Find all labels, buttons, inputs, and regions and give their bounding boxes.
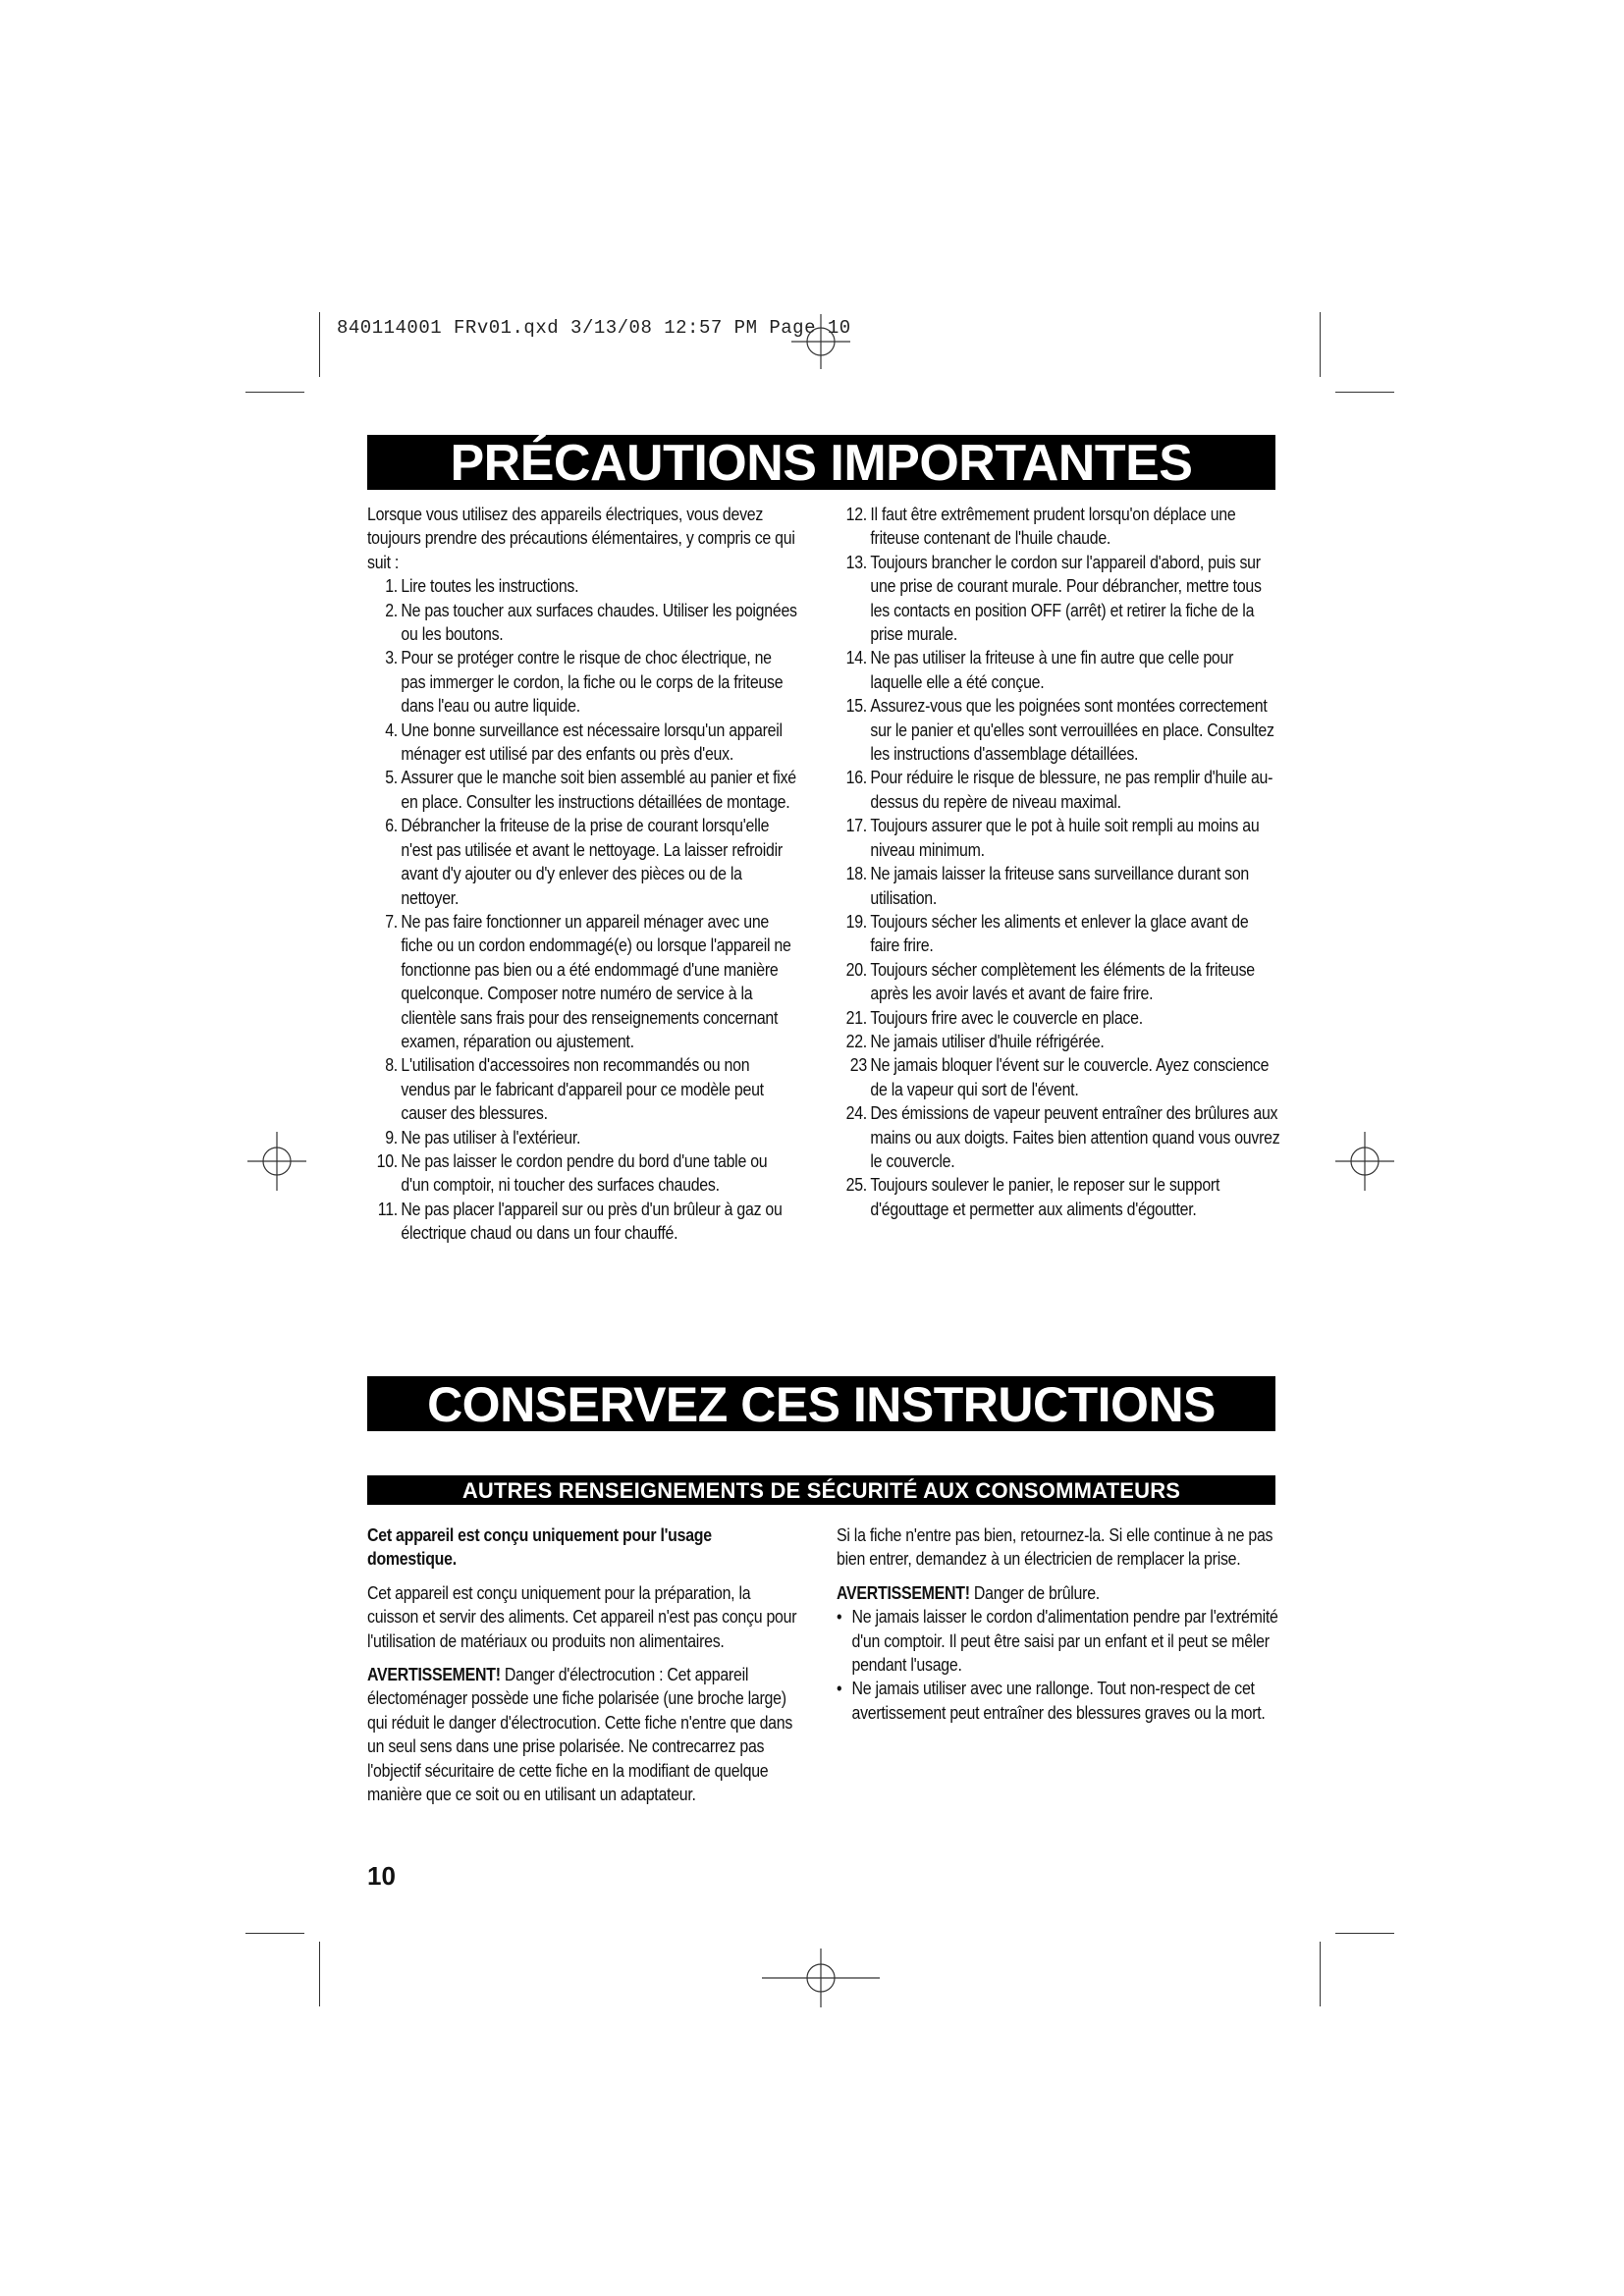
list-item: 12. Il faut être extrêmement prudent lorsqu'on déplace une friteuse contenant de l'huile chaude. (845, 504, 1236, 549)
list-item: 13. Toujours brancher le cordon sur l'appareil d'abord, puis sur une prise de courant murale. Pour débrancher, mettre tous les contacts en position OFF (arrêt) et retirer la fiche de la prise murale. (845, 551, 1262, 645)
list-item: 22. Ne jamais utiliser d'huile réfrigérée. (845, 1030, 1105, 1051)
safety-info-column-left (367, 1523, 798, 1806)
list-item: • Ne jamais utiliser avec une rallonge. Tout non-respect de cet avertissement peut entraîner des blessures graves ou la mort. (837, 1678, 1266, 1723)
crop-mark (1320, 312, 1321, 377)
list-item: 18. Ne jamais laisser la friteuse sans surveillance durant son utilisation. (845, 863, 1250, 908)
list-item: 3. Pour se protéger contre le risque de choc électrique, ne pas immerger le cordon, la fiche ou le corps de la friteuse dans l'eau ou autre liquide. (385, 647, 784, 717)
precautions-list-left (367, 574, 798, 1245)
warning-label: AVERTISSEMENT! (367, 1664, 501, 1685)
save-instructions-banner: CONSERVEZ CES INSTRUCTIONS (367, 1376, 1275, 1431)
bullet-icon: • (837, 1678, 842, 1699)
electrocution-warning: AVERTISSEMENT! Danger d'électrocution : Cet appareil électoménager possède une fiche polarisée (une broche large) qui réduit le danger d'électrocution. Cette fiche n'entre que dans un seul sens dans une prise polarisée. Ne contrecarrez pas l'objectif sécuritaire de cette fiche en la modifiant de quelque manière que ce soit ou en utilisant un adaptateur. (367, 1664, 793, 1805)
list-item: • Ne jamais laisser le cordon d'alimentation pendre par l'extrémité d'un comptoir. Il peut être saisi par un enfant et il peut se mêler pendant l'usage. (837, 1606, 1278, 1676)
print-slug: 840114001 FRv01.qxd 3/13/08 12:57 PM Page 10 (337, 317, 851, 339)
list-item: 7. Ne pas faire fonctionner un appareil ménager avec une fiche ou un cordon endommagé(e) ou lorsque l'appareil ne fonctionne pas bien ou a été endommagé d'une manière quelconque. Composer notre numéro de service à la clientèle sans frais pour des renseignements concernant examen, réparation ou ajustement. (385, 910, 791, 1051)
page-number: 10 (367, 1861, 396, 1891)
intended-use-paragraph: Cet appareil est conçu uniquement pour la préparation, la cuisson et servir des aliments. Cet appareil n'est pas conçu pour l'utilisation de matériaux ou produits non alimentaires. (367, 1581, 797, 1651)
crop-mark (1335, 1933, 1394, 1934)
list-item: 16. Pour réduire le risque de blessure, ne pas remplir d'huile au-dessus du repère de niveau maximal. (845, 767, 1273, 812)
list-item: 10. Ne pas laisser le cordon pendre du bord d'une table ou d'un comptoir, ni toucher des surfaces chaudes. (376, 1149, 768, 1196)
crop-mark (319, 1942, 320, 2006)
crop-mark (319, 312, 320, 377)
list-item: 11. Ne pas placer l'appareil sur ou près d'un brûleur à gaz ou électrique chaud ou dans un four chauffé. (377, 1198, 783, 1244)
intro-paragraph: Lorsque vous utilisez des appareils électriques, vous devez toujours prendre des précautions élémentaires, y compris ce qui suit : (367, 504, 795, 572)
safety-info-column-right (837, 1523, 1280, 1725)
precautions-column-left (367, 503, 798, 1246)
burn-warning: AVERTISSEMENT! Danger de brûlure. (837, 1581, 1100, 1603)
registration-mark-icon (791, 312, 850, 371)
crop-mark (1320, 1942, 1321, 2006)
plug-paragraph: Si la fiche n'entre pas bien, retournez-la. Si elle continue à ne pas bien entrer, demandez à un électricien de remplacer la prise. (837, 1524, 1273, 1570)
warning-label: AVERTISSEMENT! (837, 1581, 970, 1603)
crop-mark (1335, 392, 1394, 393)
list-item: 19. Toujours sécher les aliments et enlever la glace avant de faire frire. (845, 910, 1249, 956)
crop-mark (245, 1933, 304, 1934)
list-item: 24. Des émissions de vapeur peuvent entraîner des brûlures aux mains ou aux doigts. Faites bien attention quand vous ouvrez le couvercle. (845, 1102, 1280, 1171)
crop-mark (245, 392, 304, 393)
list-item: 25. Toujours soulever le panier, le reposer sur le support d'égouttage et permetter aux aliments d'égoutter. (845, 1174, 1220, 1219)
registration-mark-icon (1335, 1132, 1394, 1191)
list-item: 21. Toujours frire avec le couvercle en place. (845, 1006, 1143, 1028)
burn-warning-list (837, 1605, 1280, 1725)
bullet-icon: • (837, 1606, 842, 1628)
list-item: 4. Une bonne surveillance est nécessaire lorsqu'un appareil ménager est utilisé par des enfants ou près d'eux. (385, 719, 783, 765)
household-use-heading: Cet appareil est conçu uniquement pour l'usage domestique. (367, 1524, 712, 1570)
list-item: 17. Toujours assurer que le pot à huile soit rempli au moins au niveau minimum. (845, 815, 1260, 860)
precautions-column-right (837, 503, 1280, 1221)
list-item: 1. Lire toutes les instructions. (385, 575, 579, 597)
registration-mark-icon (247, 1132, 306, 1191)
list-item: 23 Ne jamais bloquer l'évent sur le couvercle. Ayez conscience de la vapeur qui sort de l'évent. (849, 1054, 1270, 1099)
list-item: 8. L'utilisation d'accessoires non recommandés ou non vendus par le fabricant d'appareil pour ce modèle peut causer des blessures. (385, 1054, 764, 1124)
list-item: 14. Ne pas utiliser la friteuse à une fin autre que celle pour laquelle elle a été conçue. (845, 647, 1234, 692)
list-item: 6. Débrancher la friteuse de la prise de courant lorsqu'elle n'est pas utilisée et avant le nettoyage. La laisser refroidir avant d'y ajouter ou d'y enlever des pièces ou de la nettoyer. (385, 815, 783, 908)
list-item: 15. Assurez-vous que les poignées sont montées correctement sur le panier et qu'elles sont verrouillées en place. Consultez les instructions d'assemblage détaillées. (845, 695, 1274, 765)
list-item: 9. Ne pas utiliser à l'extérieur. (385, 1126, 581, 1148)
list-item: 20. Toujours sécher complètement les éléments de la friteuse après les avoir lavés et avant de faire frire. (845, 958, 1255, 1004)
list-item: 2. Ne pas toucher aux surfaces chaudes. Utiliser les poignées ou les boutons. (385, 599, 797, 645)
section-heading: AUTRES RENSEIGNEMENTS DE SÉCURITÉ AUX CONSOMMATEURS (367, 1475, 1275, 1505)
list-item: 5. Assurer que le manche soit bien assemblé au panier et fixé en place. Consulter les instructions détaillées de montage. (385, 767, 796, 812)
registration-mark-icon (762, 1949, 880, 2007)
page-title: PRÉCAUTIONS IMPORTANTES (367, 435, 1275, 490)
precautions-list-right (837, 503, 1280, 1221)
